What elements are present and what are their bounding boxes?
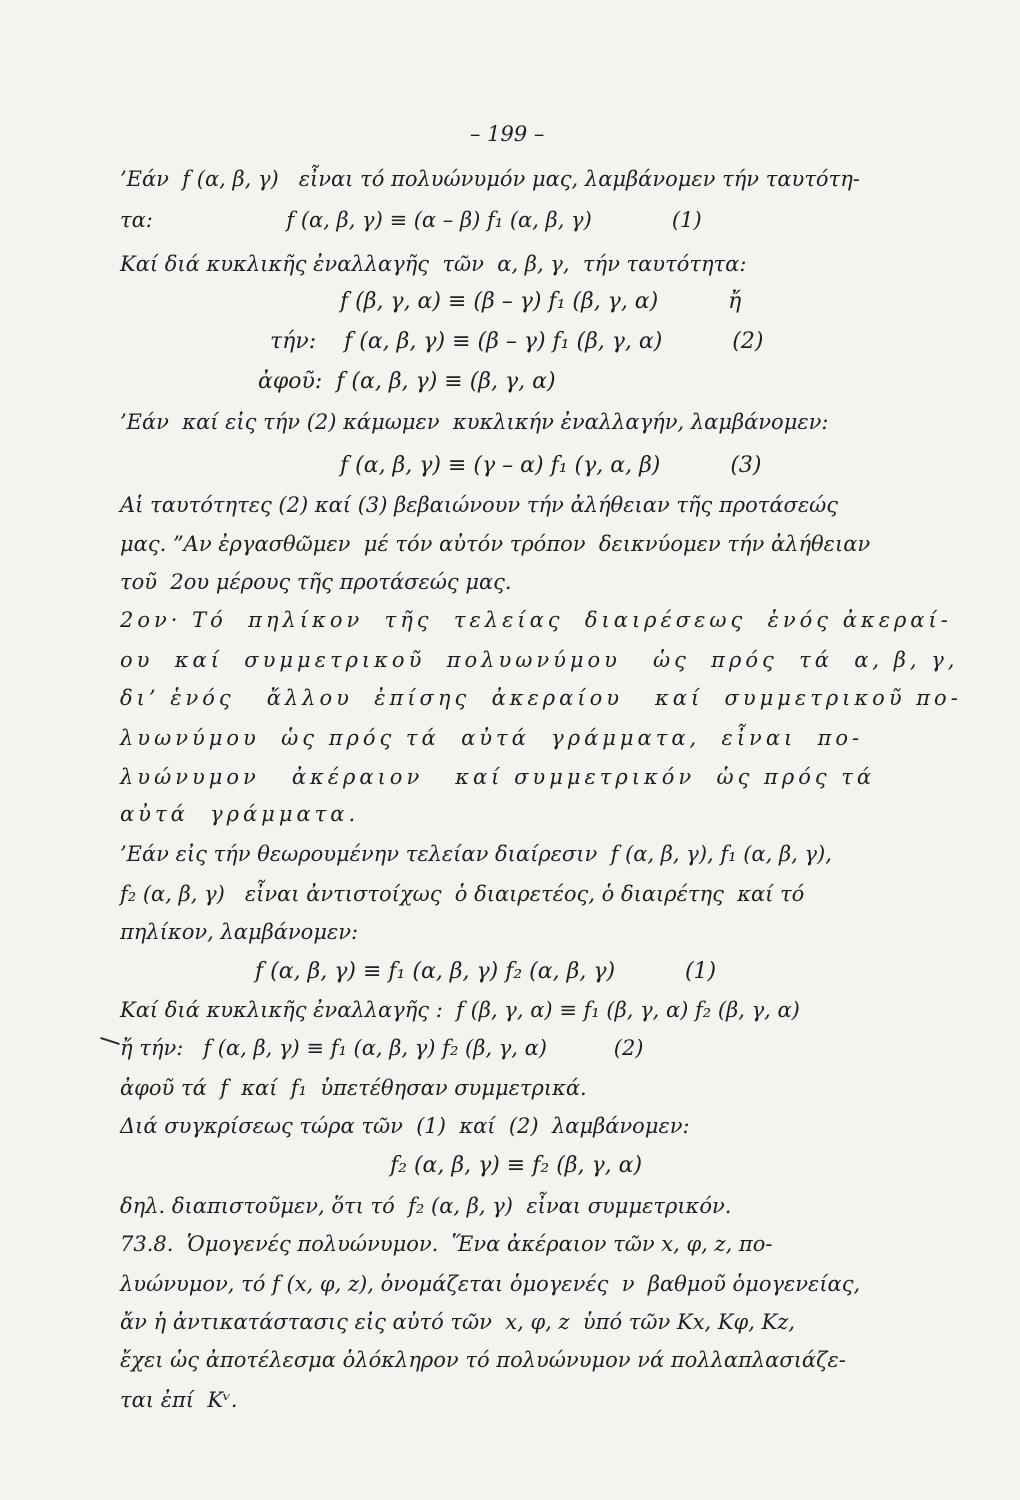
text-line: αὐτά γράμματα.	[120, 802, 360, 826]
text-line: τα: f (α, β, γ) ≡ (α – β) f₁ (α, β, γ) (1)	[120, 208, 702, 232]
text-line: ἄν ἡ ἀντικατάστασις εἰς αὐτό τῶν x, φ, z ὑπό τῶν Kx, Kφ, Kz,	[120, 1310, 796, 1334]
equation-line: f₂ (α, β, γ) ≡ f₂ (β, γ, α)	[390, 1153, 643, 1178]
text-line: ἀφοῦ τά f καί f₁ ὑπετέθησαν συμμετρικά.	[120, 1076, 587, 1100]
equation-line: f (α, β, γ) ≡ (γ – α) f₁ (γ, α, β) (3)	[340, 453, 762, 478]
equation-line: f (α, β, γ) ≡ f₁ (α, β, γ) f₂ (α, β, γ) (1)	[255, 959, 717, 984]
text-line: 2ον· Τό πηλίκον τῆς τελείας διαιρέσεως ἑνός ἀκεραί-	[120, 608, 952, 632]
text-line: Καί διά κυκλικῆς ἐναλλαγῆς : f (β, γ, α) ≡ f₁ (β, γ, α) f₂ (β, γ, α)	[120, 998, 800, 1022]
text-line: ἤ τήν: f (α, β, γ) ≡ f₁ (α, β, γ) f₂ (β, γ, α) (2)	[120, 1036, 644, 1060]
text-line: μας. ”Αν ἐργασθῶμεν μέ τόν αὐτόν τρόπον δεικνύομεν τήν ἀλήθειαν	[120, 532, 871, 556]
text-line: Διά συγκρίσεως τώρα τῶν (1) καί (2) λαμβάνομεν:	[120, 1114, 690, 1138]
text-line: ’Εάν f (α, β, γ) εἶναι τό πολυώνυμόν μας, λαμβάνομεν τήν ταυτότη-	[120, 167, 860, 191]
page-number: – 199 –	[470, 122, 545, 146]
text-line: ται ἐπί Kᵛ.	[120, 1388, 238, 1412]
text-line: ου καί συμμετρικοῦ πολυωνύμου ὡς πρός τά α, β, γ,	[120, 648, 959, 672]
text-line: λυώνυμον, τό f (x, φ, z), ὀνομάζεται ὁμογενές ν βαθμοῦ ὁμογενείας,	[120, 1272, 861, 1296]
text-line: δι’ ἑνός ἄλλου ἐπίσης ἀκεραίου καί συμμετρικοῦ πο-	[120, 686, 962, 710]
text-line: λυώνυμον ἀκέραιον καί συμμετρικόν ὡς πρός τά	[120, 765, 876, 789]
text-line: Αἱ ταυτότητες (2) καί (3) βεβαιώνουν τήν ἀλήθειαν τῆς προτάσεώς	[120, 493, 839, 517]
text-line: δηλ. διαπιστοῦμεν, ὅτι τό f₂ (α, β, γ) εἶναι συμμετρικόν.	[120, 1194, 732, 1218]
text-line: τοῦ 2ου μέρους τῆς προτάσεώς μας.	[120, 570, 512, 594]
text-line: ἔχει ὡς ἀποτέλεσμα ὁλόκληρον τό πολυώνυμον νά πολλαπλασιάζε-	[120, 1348, 846, 1372]
equation-line: τήν: f (α, β, γ) ≡ (β – γ) f₁ (β, γ, α) (2)	[270, 329, 764, 354]
text-line: Καί διά κυκλικῆς ἐναλλαγῆς τῶν α, β, γ, τήν ταυτότητα:	[120, 252, 747, 276]
text-line: ’Εάν καί εἰς τήν (2) κάμωμεν κυκλικήν ἐναλλαγήν, λαμβάνομεν:	[120, 410, 829, 434]
text-line: λυωνύμου ὡς πρός τά αὐτά γράμματα, εἶναι πο-	[120, 726, 864, 750]
text-line: f₂ (α, β, γ) εἶναι ἀντιστοίχως ὁ διαιρετέος, ὁ διαιρέτης καί τό	[120, 882, 805, 906]
margin-mark	[100, 1037, 120, 1045]
equation-line: ἀφοῦ: f (α, β, γ) ≡ (β, γ, α)	[258, 369, 556, 394]
section-heading-line: 73.8. Ὁμογενές πολυώνυμον. Ἕνα ἀκέραιον τῶν x, φ, z, πο-	[120, 1232, 773, 1256]
text-line: πηλίκον, λαμβάνομεν:	[120, 920, 359, 944]
equation-line: f (β, γ, α) ≡ (β – γ) f₁ (β, γ, α) ἤ	[340, 289, 742, 314]
text-line: ’Εάν εἰς τήν θεωρουμένην τελείαν διαίρεσιν f (α, β, γ), f₁ (α, β, γ),	[120, 842, 832, 866]
